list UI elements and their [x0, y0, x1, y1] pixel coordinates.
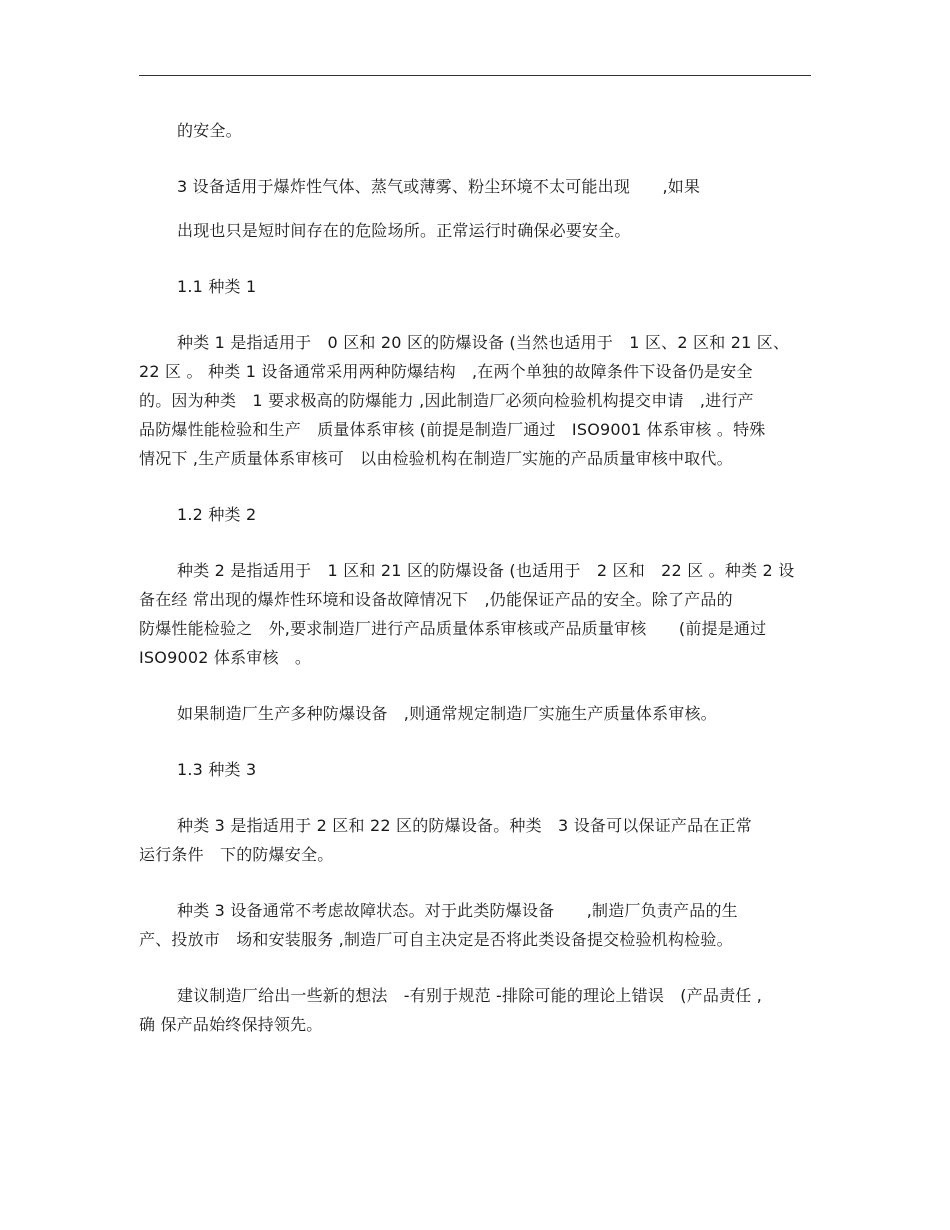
text-line: 种类 3 是指适用于 2 区和 22 区的防爆设备。种类 3 设备可以保证产品在正常 [177, 816, 752, 835]
paragraph-category-3 [139, 811, 811, 869]
paragraph-category-3-faults [139, 896, 811, 954]
paragraph-category-2 [139, 556, 811, 672]
text-line: 防爆性能检验之 外,要求制造厂进行产品质量体系审核或产品质量审核 (前提是通过 [139, 619, 767, 638]
document-body [139, 116, 811, 1066]
text-line: 出现也只是短时间存在的危险场所。正常运行时确保必要安全。 [177, 221, 631, 240]
text-line: 建议制造厂给出一些新的想法 -有别于规范 -排除可能的理论上错误 (产品责任 , [177, 986, 763, 1005]
text-line: 22 区 。 种类 1 设备通常采用两种防爆结构 ,在两个单独的故障条件下设备仍是安全 [139, 362, 753, 381]
text-line: 种类 3 设备通常不考虑故障状态。对于此类防爆设备 ,制造厂负责产品的生 [177, 901, 738, 920]
text-line: 如果制造厂生产多种防爆设备 ,则通常规定制造厂实施生产质量体系审核。 [177, 704, 717, 723]
paragraph-recommendation [139, 981, 811, 1039]
text-line: 产、投放市 场和安装服务 ,制造厂可自主决定是否将此类设备提交检验机构检验。 [139, 930, 733, 949]
heading-1-2 [139, 500, 811, 529]
text-line: 运行条件 下的防爆安全。 [139, 845, 334, 864]
section-heading: 1.2 种类 2 [177, 505, 257, 524]
paragraph-category-3-intro [139, 172, 811, 201]
paragraph-safety-end [139, 116, 811, 145]
text-line: 品防爆性能检验和生产 质量体系审核 (前提是制造厂通过 ISO9001 体系审核 。特殊 [139, 420, 766, 439]
paragraph-multiple-devices [139, 699, 811, 728]
section-heading: 1.3 种类 3 [177, 760, 257, 779]
text-line: 种类 2 是指适用于 1 区和 21 区的防爆设备 (也适用于 2 区和 22 区 。种类 2 设 [177, 561, 795, 580]
header-rule [139, 75, 811, 76]
paragraph-category-1 [139, 328, 811, 473]
text-line: 的。因为种类 1 要求极高的防爆能力 ,因此制造厂必须向检验机构提交申请 ,进行产 [139, 391, 754, 410]
paragraph-category-3-continued [139, 216, 811, 245]
text-line: ISO9002 体系审核 。 [139, 648, 312, 667]
text-line: 情况下 ,生产质量体系审核可 以由检验机构在制造厂实施的产品质量审核中取代。 [139, 449, 733, 468]
heading-1-3 [139, 755, 811, 784]
text-line: 确 保产品始终保持领先。 [139, 1015, 323, 1034]
text-line: 3 设备适用于爆炸性气体、蒸气或薄雾、粉尘环境不太可能出现 ,如果 [177, 177, 701, 196]
heading-1-1 [139, 272, 811, 301]
text-line: 的安全。 [177, 121, 242, 140]
text-line: 备在经 常出现的爆炸性环境和设备故障情况下 ,仍能保证产品的安全。除了产品的 [139, 590, 733, 609]
section-heading: 1.1 种类 1 [177, 277, 257, 296]
text-line: 种类 1 是指适用于 0 区和 20 区的防爆设备 (当然也适用于 1 区、2 区和 21 区、 [177, 333, 790, 352]
